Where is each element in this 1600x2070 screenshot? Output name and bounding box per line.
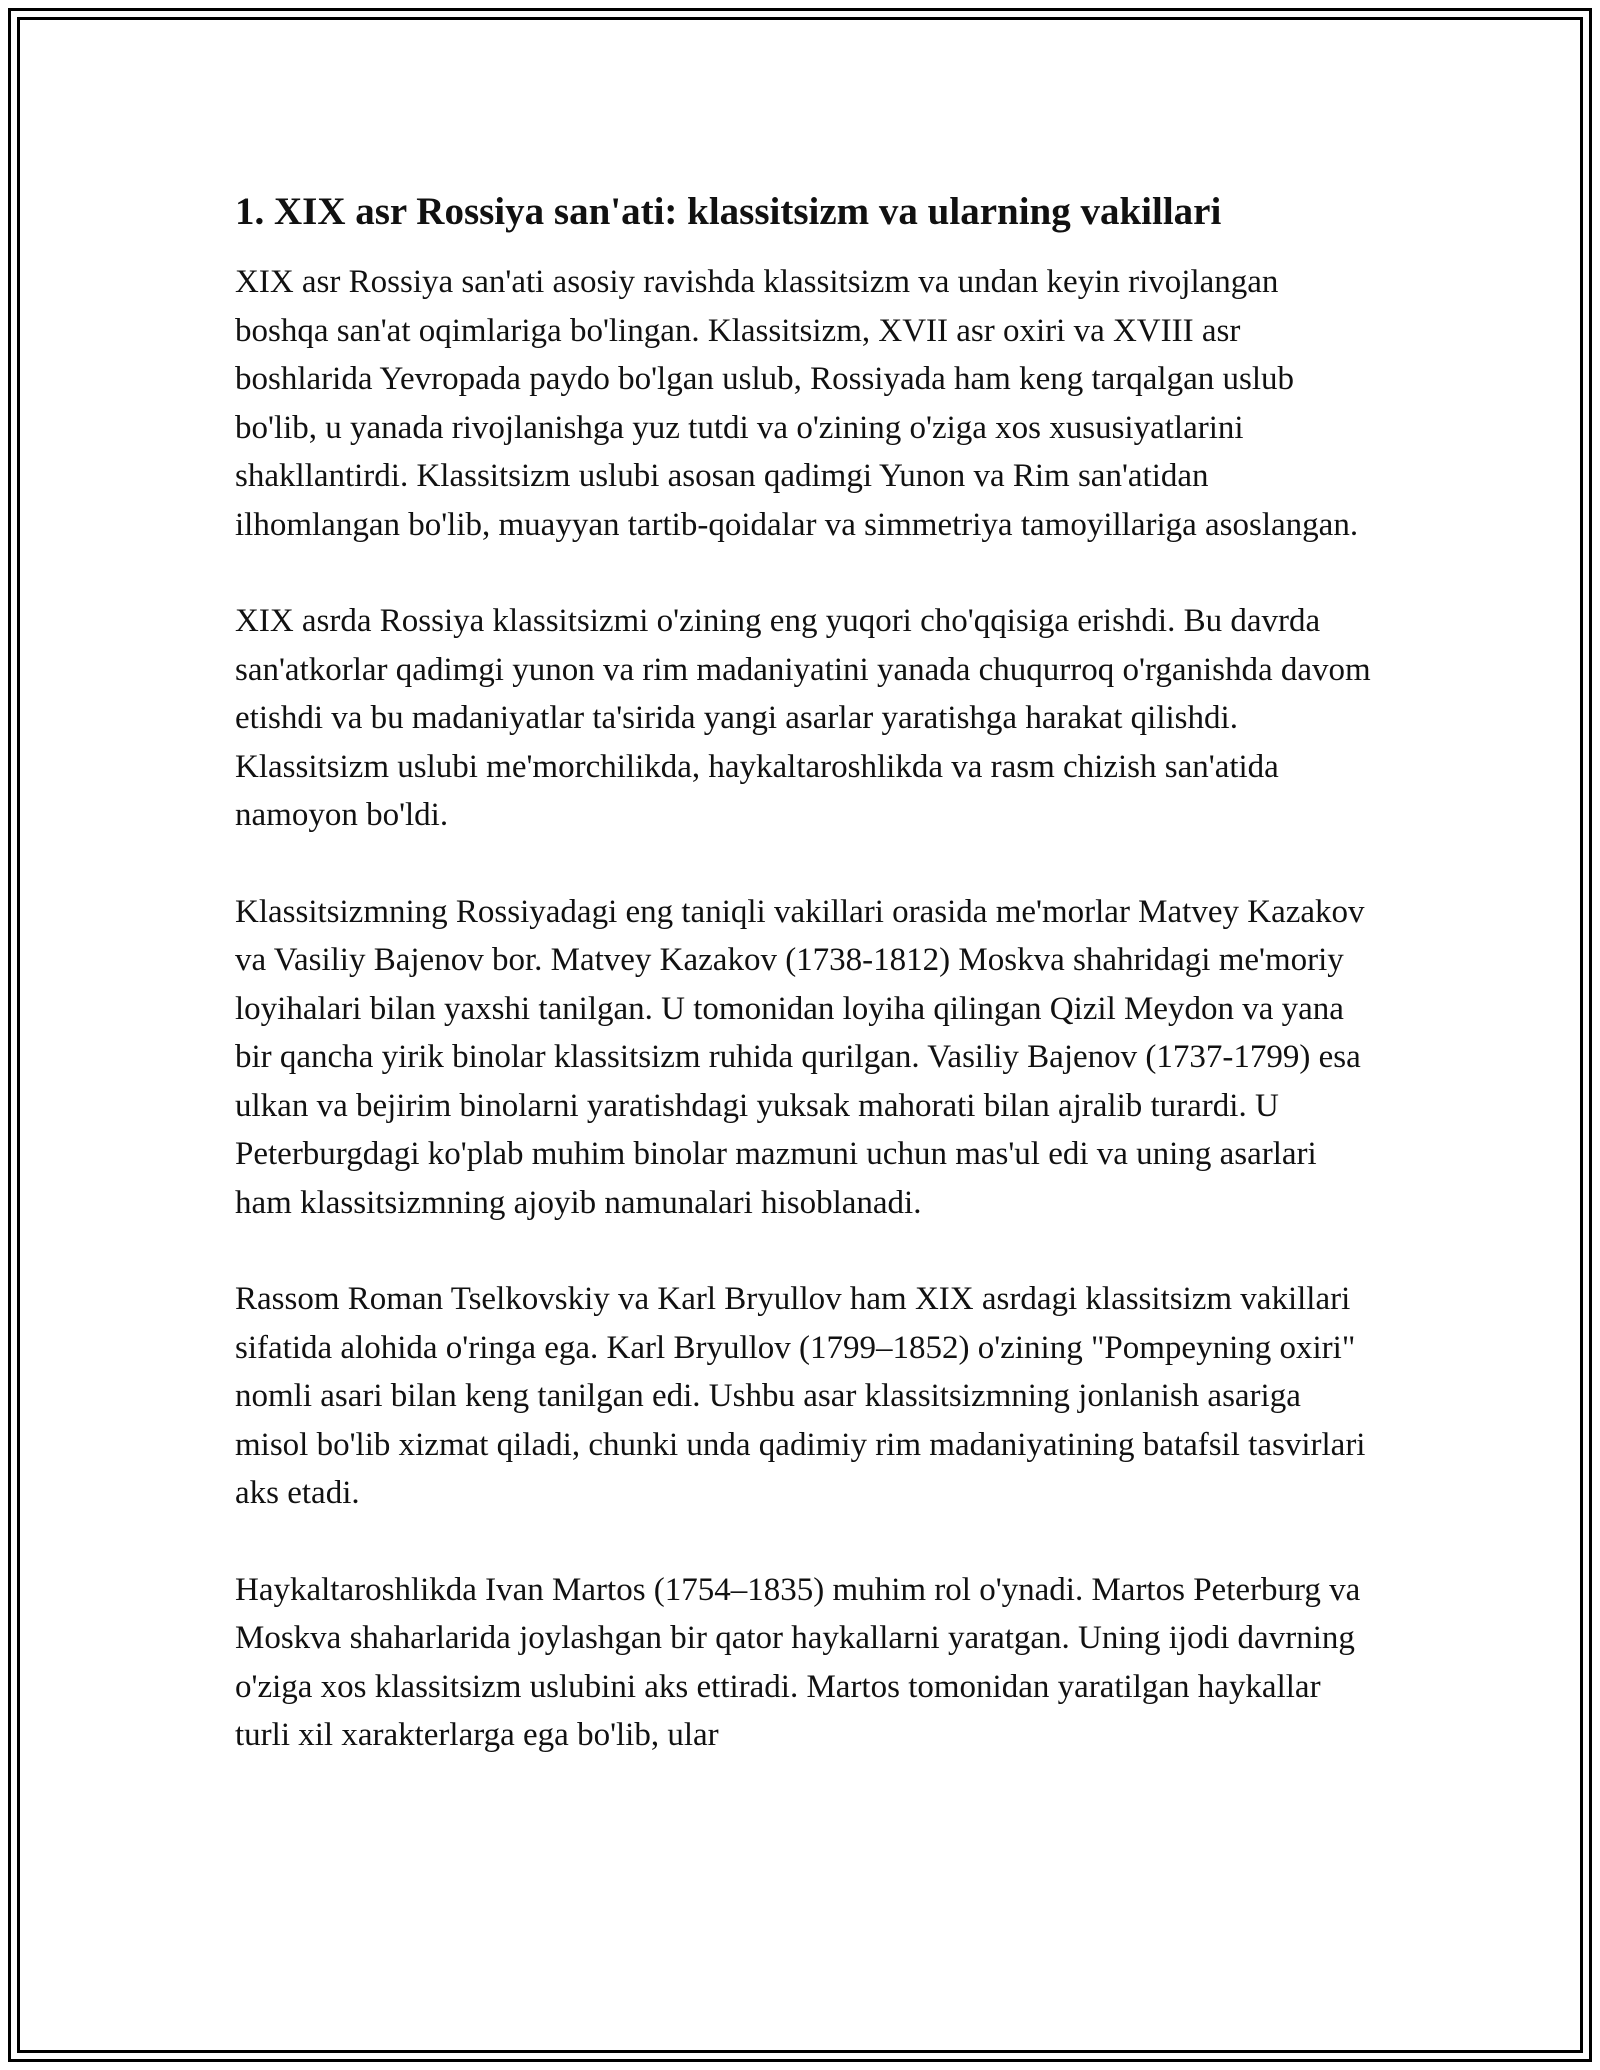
paragraph-5: Haykaltaroshlikda Ivan Martos (1754–1835) muhim rol o'ynadi. Martos Peterburg va Moskva shaharlarida joylashgan bir qator haykallarni yaratgan. Uning ijodi davrning o'ziga xos klassitsizm uslubini aks ettiradi. Martos tomonidan yaratilgan haykallar turli xil xarakterlarga ega bo'lib, ular: [235, 1571, 1361, 1753]
section-heading: 1. XIX asr Rossiya san'ati: klassitsizm va ularning vakillari: [235, 190, 1222, 233]
paragraph-3: Klassitsizmning Rossiyadagi eng taniqli vakillari orasida me'morlar Matvey Kazakov va Vasiliy Bajenov bor. Matvey Kazakov (1738-1812) Moskva shahridagi me'moriy loyihalari bilan yaxshi tanilgan. U tomonidan loyiha qilingan Qizil Meydon va yana bir qancha yirik binolar klassitsizm ruhida qurilgan. Vasiliy Bajenov (1737-1799) esa ulkan va bejirim binolarni yaratishdagi yuksak mahorati bilan ajralib turardi. U Peterburgdagi ko'plab muhim binolar mazmuni uchun mas'ul edi va uning asarlari ham klassitsizmning ajoyib namunalari hisoblanadi.: [235, 893, 1365, 1221]
paragraph-4: Rassom Roman Tselkovskiy va Karl Bryullov ham XIX asrdagi klassitsizm vakillari sifatida alohida o'ringa ega. Karl Bryullov (1799–1852) o'zining "Pompeyning oxiri" nomli asari bilan keng tanilgan edi. Ushbu asar klassitsizmning jonlanish asariga misol bo'lib xizmat qiladi, chunki unda qadimiy rim madaniyatining batafsil tasvirlari aks etadi.: [235, 1281, 1366, 1511]
document-body: [235, 186, 1375, 1808]
paragraph-1: XIX asr Rossiya san'ati asosiy ravishda klassitsizm va undan keyin rivojlangan boshqa san'at oqimlariga bo'lingan. Klassitsizm, XVII asr oxiri va XVIII asr boshlarida Yevropada paydo bo'lgan uslub, Rossiyada ham keng tarqalgan uslub bo'lib, u yanada rivojlanishga yuz tutdi va o'zining o'ziga xos xususiyatlarini shakllantirdi. Klassitsizm uslubi asosan qadimgi Yunon va Rim san'atidan ilhomlangan bo'lib, muayyan tartib-qoidalar va simmetriya tamoyillariga asoslangan.: [235, 264, 1359, 543]
paragraph-2: XIX asrda Rossiya klassitsizmi o'zining eng yuqori cho'qqisiga erishdi. Bu davrda san'atkorlar qadimgi yunon va rim madaniyatini yanada chuqurroq o'rganishda davom etishdi va bu madaniyatlar ta'sirida yangi asarlar yaratishga harakat qilishdi. Klassitsizm uslubi me'morchilikda, haykaltaroshlikda va rasm chizish san'atida namoyon bo'ldi.: [235, 603, 1371, 833]
